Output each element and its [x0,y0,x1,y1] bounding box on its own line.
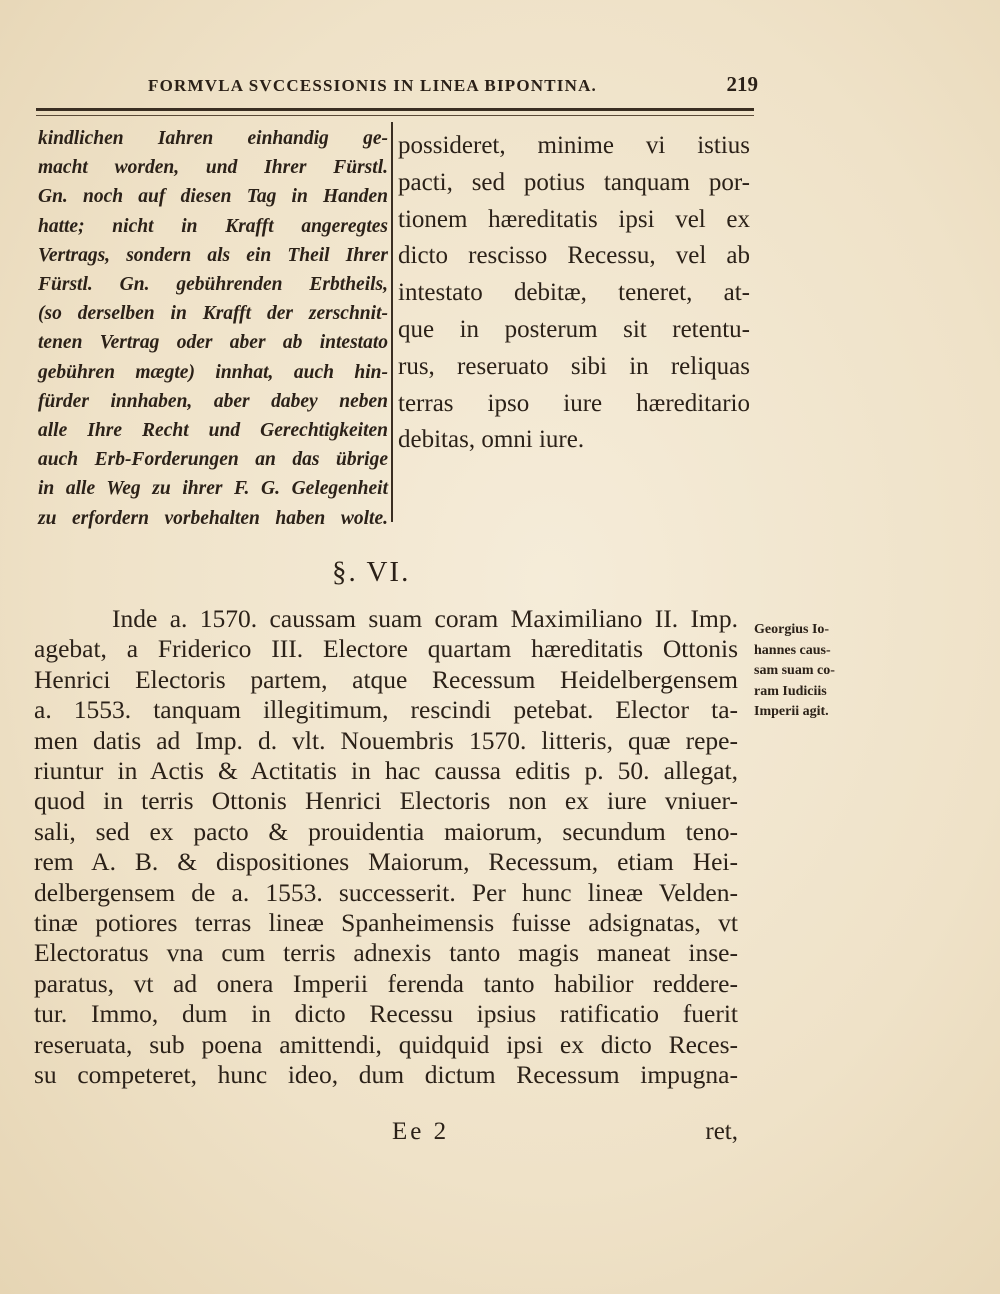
text-line: in alle Weg zu ihrer F. G. Gelegenheit [38,478,388,500]
text-line: su competeret, hunc ideo, dum dictum Recessum impugna- [34,1060,738,1090]
text-line: fürder innhaben, aber dabey neben [38,390,388,412]
header-rule-thin [36,115,754,116]
section-heading: §. VI. [332,556,411,588]
text-line: quod in terris Ottonis Henrici Electoris non ex iure vniuer- [34,786,738,816]
text-line: agebat, a Friderico III. Electore quartam hæreditatis Ottonis [34,634,738,664]
latin-column [398,128,750,459]
page-footer [34,1118,738,1152]
text-line: kindlichen Iahren einhandig ge- [38,128,388,149]
text-line: riuntur in Actis & Actitatis in hac caussa editis p. 50. allegat, [34,756,738,786]
text-line: Gn. noch auf diesen Tag in Handen [38,186,388,208]
text-line: intestato debitæ, teneret, at- [398,279,750,307]
text-line: terras ipso iure hæreditario [398,389,750,417]
text-line: zu erfordern vorbehalten haben wolte. [38,507,388,529]
text-line: tionem hæreditatis ipsi vel ex [398,205,750,233]
margin-note-line: Georgius Io- [754,622,830,637]
text-line: dicto rescisso Recessu, vel ab [398,242,750,270]
running-title: FORMVLA SVCCESSIONIS IN LINEA BIPONTINA. [148,76,598,95]
text-line: hatte; nicht in Krafft angeregtes [38,215,388,237]
column-divider [391,122,393,522]
text-line: macht worden, und Ihrer Fürstl. [38,157,388,179]
text-line: pacti, sed potius tanquam por- [398,168,750,196]
text-line: men datis ad Imp. d. vlt. Nouembris 1570. litteris, quæ repe- [34,725,738,755]
header-rule [36,108,754,111]
text-line: paratus, vt ad onera Imperii ferenda tanto habilior reddere- [34,968,738,998]
text-line: Inde a. 1570. caussam suam coram Maximiliano II. Imp. [112,604,738,633]
margin-note-line: Imperii agit. [754,704,829,719]
margin-note-line: ram Iudiciis [754,683,827,699]
text-line: Vertrags, sondern als ein Theil Ihrer [38,244,388,266]
text-line: a. 1553. tanquam illegitimum, rescindi petebat. Elector ta- [34,695,738,725]
page-number: 219 [726,72,758,96]
text-line: debitas, omni iure. [398,426,585,454]
text-line: gebühren mægte) innhat, auch hin- [38,361,388,383]
text-line: tur. Immo, dum in dicto Recessu ipsius ratificatio fuerit [34,999,738,1029]
text-line: (so derselben in Krafft der zerschnit- [38,303,388,325]
text-line: delbergensem de a. 1553. successerit. Per hunc lineæ Velden- [34,877,738,907]
text-line: alle Ihre Recht und Gerechtigkeiten [38,420,388,442]
margin-note [754,620,884,723]
page-header [148,72,758,100]
text-line: tenen Vertrag oder aber ab intestato [38,332,388,354]
text-line: Henrici Electoris partem, atque Recessum Heidelbergensem [34,664,738,694]
body-text [34,604,738,1091]
text-line: Electoratus vna cum terris adnexis tanto magis maneat inse- [34,938,738,968]
german-column [38,124,388,533]
margin-note-line: sam suam co- [754,663,835,678]
catchword: ret, [705,1118,738,1145]
text-line: auch Erb-Forderungen an das übrige [38,449,388,471]
margin-note-line: hannes caus- [754,642,831,658]
text-line: rem A. B. & dispositiones Maiorum, Recessum, etiam Hei- [34,847,738,877]
signature-mark: Ee 2 [392,1118,450,1145]
text-line: reseruata, sub poena amittendi, quidquid ipsi ex dicto Reces- [34,1029,738,1059]
text-line: possideret, minime vi istius [398,132,750,159]
text-line: Fürstl. Gn. gebührenden Erbtheils, [38,274,388,296]
text-line: que in posterum sit retentu- [398,315,750,343]
text-line: tinæ potiores terras lineæ Spanheimensis fuisse adsignatas, vt [34,908,738,938]
text-line: sali, sed ex pacto & prouidentia maiorum, secundum teno- [34,816,738,846]
text-line: rus, reseruato sibi in reliquas [398,352,750,380]
